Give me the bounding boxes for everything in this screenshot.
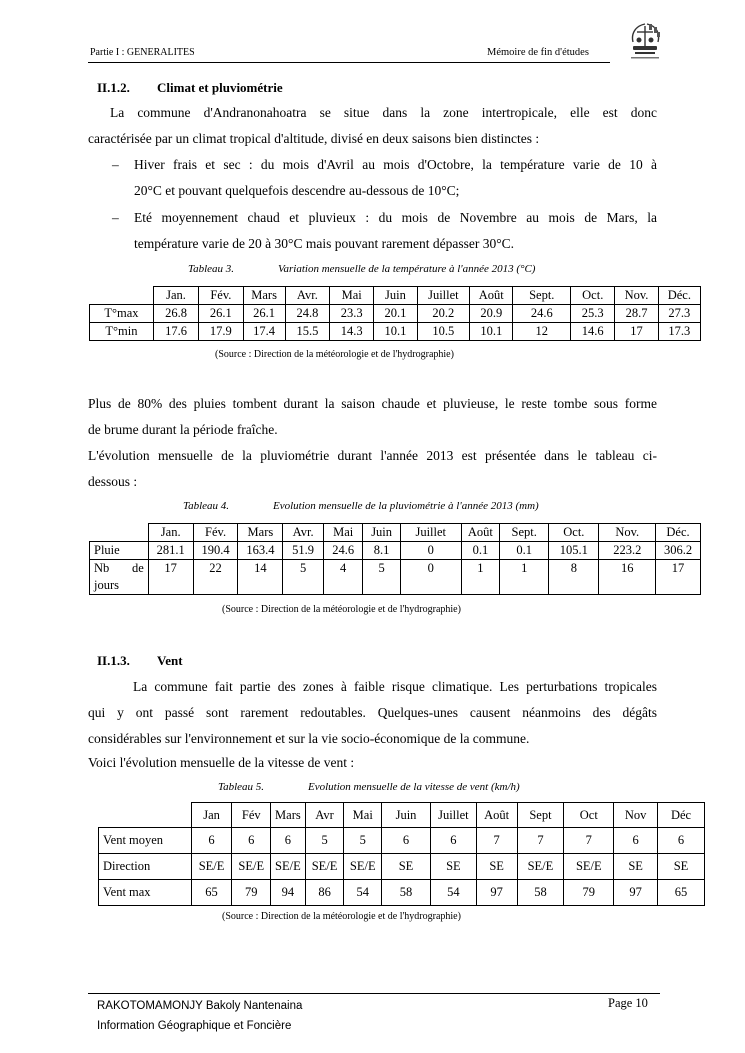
footer-program: Information Géographique et Foncière xyxy=(97,1020,292,1032)
table-cell: 24.8 xyxy=(285,305,329,323)
month-header: Jan. xyxy=(153,287,198,305)
table-cell: 163.4 xyxy=(238,542,283,560)
section-title: Vent xyxy=(157,653,183,668)
table-cell: 17.3 xyxy=(658,323,700,341)
table-cell: 4 xyxy=(323,560,363,595)
table-cell: 7 xyxy=(476,828,517,854)
table-cell: 58 xyxy=(517,880,564,906)
month-header: Mars xyxy=(238,524,283,542)
table-cell: 23.3 xyxy=(330,305,374,323)
table3-header-row xyxy=(90,287,701,305)
table-cell: 5 xyxy=(305,828,344,854)
header-document-type: Mémoire de fin d'études xyxy=(487,47,589,58)
month-header: Avr xyxy=(305,803,344,828)
row-label: Pluie xyxy=(90,542,149,560)
vent-table xyxy=(98,802,705,906)
table-cell: 24.6 xyxy=(513,305,571,323)
table-cell: 22 xyxy=(193,560,238,595)
bullet2-line-1: Eté moyennement chaud et pluvieux : du mois de Novembre au mois de Mars, la xyxy=(134,210,657,225)
table-cell: 10.5 xyxy=(417,323,470,341)
table-cell: 105.1 xyxy=(549,542,599,560)
table-cell: 97 xyxy=(614,880,658,906)
table-cell: 8.1 xyxy=(363,542,400,560)
bullet2-line-2: température varie de 20 à 30°C mais pouvant rarement dépasser 30°C. xyxy=(134,236,515,251)
row-label: T°min xyxy=(90,323,154,341)
table3-source: (Source : Direction de la météorologie et de l'hydrographie) xyxy=(215,349,454,360)
table-cell: 17.4 xyxy=(243,323,285,341)
month-header: Fév. xyxy=(193,524,238,542)
table-cell: 190.4 xyxy=(193,542,238,560)
month-header: Mai xyxy=(323,524,363,542)
table-cell: 20.2 xyxy=(417,305,470,323)
month-header: Avr. xyxy=(283,524,324,542)
pluie-line-2: de brume durant la période fraîche. xyxy=(88,422,278,437)
table-cell: 5 xyxy=(283,560,324,595)
row-label xyxy=(90,560,149,595)
table5-caption xyxy=(218,781,520,793)
table-cell: 10.1 xyxy=(470,323,513,341)
bullet-marker: – xyxy=(112,210,119,225)
table-cell: 25.3 xyxy=(571,305,615,323)
table5-header-row xyxy=(99,803,705,828)
month-header: Nov. xyxy=(599,524,656,542)
month-header: Fév. xyxy=(199,287,243,305)
footer-author: RAKOTOMAMONJY Bakoly Nantenaina xyxy=(97,1000,303,1012)
pluie-line-4: dessous : xyxy=(88,474,138,489)
table-cell: 281.1 xyxy=(148,542,193,560)
table3-caption-number: Tableau 3. xyxy=(188,263,235,275)
pluie-line-3: L'évolution mensuelle de la pluviométrie durant l'année 2013 est présentée dans le tableau ci- xyxy=(88,448,657,463)
page-number: Page 10 xyxy=(608,996,648,1010)
table-cell: SE/E xyxy=(344,854,382,880)
intro-line-1: La commune d'Andranonahoatra se situe dans la zone intertropicale, elle est donc xyxy=(110,105,657,120)
table-corner-cell xyxy=(99,803,192,828)
month-header: Juin xyxy=(382,803,431,828)
month-header: Juin xyxy=(363,524,400,542)
table-cell: 6 xyxy=(382,828,431,854)
temperature-table xyxy=(89,286,701,341)
table-cell: 20.9 xyxy=(470,305,513,323)
table-cell: 6 xyxy=(658,828,705,854)
table-cell: 65 xyxy=(191,880,232,906)
month-header: Août xyxy=(461,524,499,542)
row-label: Vent moyen xyxy=(99,828,192,854)
table-cell: 14 xyxy=(238,560,283,595)
footer-divider xyxy=(88,993,660,994)
table-cell: 17 xyxy=(148,560,193,595)
table-cell: 0 xyxy=(400,542,461,560)
table3-caption-title: Variation mensuelle de la température à l'année 2013 (°C) xyxy=(278,263,536,275)
pluie-line-1: Plus de 80% des pluies tombent durant la saison chaude et pluvieuse, le reste tombe sous forme xyxy=(88,396,657,411)
bullet1-line-2: 20°C et pouvant quelquefois descendre au-dessous de 10°C; xyxy=(134,183,460,198)
table-corner-cell xyxy=(90,524,149,542)
table-cell: 26.8 xyxy=(153,305,198,323)
month-header: Déc xyxy=(658,803,705,828)
month-header: Août xyxy=(470,287,513,305)
table-cell: 15.5 xyxy=(285,323,329,341)
month-header: Juillet xyxy=(417,287,470,305)
table-cell: 65 xyxy=(658,880,705,906)
table-cell: 17.6 xyxy=(153,323,198,341)
table-cell: 16 xyxy=(599,560,656,595)
table-cell: 14.6 xyxy=(571,323,615,341)
month-header: Sept xyxy=(517,803,564,828)
table-cell: 94 xyxy=(271,880,306,906)
row-label-word: de xyxy=(131,561,144,575)
row-label: T°max xyxy=(90,305,154,323)
row-label-line: jours xyxy=(94,578,119,592)
table-cell: SE/E xyxy=(191,854,232,880)
table4-caption-title: Evolution mensuelle de la pluviométrie à l'année 2013 (mm) xyxy=(273,500,539,512)
intro-line-2: caractérisée par un climat tropical d'altitude, divisé en deux saisons bien distinctes : xyxy=(88,131,540,146)
table-cell: 54 xyxy=(344,880,382,906)
row-label: Direction xyxy=(99,854,192,880)
table-cell: SE/E xyxy=(271,854,306,880)
table-row xyxy=(90,542,701,560)
table-cell: 7 xyxy=(564,828,614,854)
table-cell: 6 xyxy=(430,828,476,854)
table-cell: SE xyxy=(430,854,476,880)
bullet1-line-1: Hiver frais et sec : du mois d'Avril au mois d'Octobre, la température varie de 10 à xyxy=(134,157,657,172)
table-cell: 5 xyxy=(363,560,400,595)
month-header: Nov xyxy=(614,803,658,828)
bullet-marker: – xyxy=(112,157,119,172)
table-cell: 26.1 xyxy=(243,305,285,323)
table-cell: 79 xyxy=(232,880,271,906)
table-cell: SE/E xyxy=(232,854,271,880)
month-header: Oct. xyxy=(571,287,615,305)
table-cell: SE xyxy=(476,854,517,880)
table5-source: (Source : Direction de la météorologie et de l'hydrographie) xyxy=(222,911,461,922)
table-cell: 17.9 xyxy=(199,323,243,341)
table-cell: 8 xyxy=(549,560,599,595)
month-header: Jan. xyxy=(148,524,193,542)
table-cell: 10.1 xyxy=(374,323,417,341)
month-header: Fév xyxy=(232,803,271,828)
section-title: Climat et pluviométrie xyxy=(157,80,283,95)
month-header: Déc. xyxy=(656,524,701,542)
table-cell: 51.9 xyxy=(283,542,324,560)
table-cell: 24.6 xyxy=(323,542,363,560)
table-cell: 6 xyxy=(232,828,271,854)
month-header: Mai xyxy=(330,287,374,305)
table-row xyxy=(99,854,705,880)
table4-caption-number: Tableau 4. xyxy=(183,500,230,512)
institution-logo-icon xyxy=(625,20,665,62)
table4-caption xyxy=(183,500,539,512)
section-number: II.1.3. xyxy=(97,653,130,668)
table-cell: SE xyxy=(382,854,431,880)
pluviometrie-table xyxy=(89,523,701,595)
month-header: Jan xyxy=(191,803,232,828)
month-header: Nov. xyxy=(615,287,658,305)
table-cell: 6 xyxy=(614,828,658,854)
section-heading-climat xyxy=(97,80,283,96)
row-label-line xyxy=(94,560,148,577)
table-cell: SE xyxy=(658,854,705,880)
table-cell: 26.1 xyxy=(199,305,243,323)
month-header: Juillet xyxy=(400,524,461,542)
table-cell: 12 xyxy=(513,323,571,341)
table-cell: 223.2 xyxy=(599,542,656,560)
table-row xyxy=(90,305,701,323)
table-cell: 79 xyxy=(564,880,614,906)
table4-header-row xyxy=(90,524,701,542)
table-cell: 6 xyxy=(271,828,306,854)
table-cell: 0.1 xyxy=(461,542,499,560)
table-cell: 86 xyxy=(305,880,344,906)
vent-line-1: La commune fait partie des zones à faible risque climatique. Les perturbations tropicales xyxy=(133,679,657,694)
table-row xyxy=(90,560,701,595)
table-cell: 0 xyxy=(400,560,461,595)
table3-caption xyxy=(188,263,535,275)
table-cell: SE xyxy=(614,854,658,880)
month-header: Déc. xyxy=(658,287,700,305)
header-divider xyxy=(88,62,610,63)
table5-caption-title: Evolution mensuelle de la vitesse de vent (km/h) xyxy=(308,781,520,793)
month-header: Juillet xyxy=(430,803,476,828)
month-header: Juin xyxy=(374,287,417,305)
section-number: II.1.2. xyxy=(97,80,130,95)
month-header: Mars xyxy=(271,803,306,828)
month-header: Sept. xyxy=(500,524,549,542)
table-corner-cell xyxy=(90,287,154,305)
month-header: Mars xyxy=(243,287,285,305)
table-cell: 28.7 xyxy=(615,305,658,323)
header-part-title: Partie I : GENERALITES xyxy=(90,47,195,58)
table-cell: 1 xyxy=(461,560,499,595)
section-heading-vent xyxy=(97,653,183,669)
table-cell: 5 xyxy=(344,828,382,854)
table-cell: 6 xyxy=(191,828,232,854)
month-header: Avr. xyxy=(285,287,329,305)
table-cell: 20.1 xyxy=(374,305,417,323)
table-cell: SE/E xyxy=(305,854,344,880)
table-row xyxy=(99,828,705,854)
table-cell: 54 xyxy=(430,880,476,906)
table-cell: 58 xyxy=(382,880,431,906)
table-cell: 1 xyxy=(500,560,549,595)
table-cell: 97 xyxy=(476,880,517,906)
vent-line-3: considérables sur l'environnement et sur la vie socio-économique de la commune. xyxy=(88,731,530,746)
month-header: Août xyxy=(476,803,517,828)
table-cell: SE/E xyxy=(517,854,564,880)
month-header: Mai xyxy=(344,803,382,828)
table-cell: 7 xyxy=(517,828,564,854)
row-label-word: Nb xyxy=(94,561,110,575)
row-label: Vent max xyxy=(99,880,192,906)
vent-line-2: qui y ont passé sont rarement redoutables. Quelques-unes causent néanmoins des dégâts xyxy=(88,705,657,720)
table-row xyxy=(90,323,701,341)
table4-source: (Source : Direction de la météorologie et de l'hydrographie) xyxy=(222,604,461,615)
table-cell: 27.3 xyxy=(658,305,700,323)
table-cell: 17 xyxy=(656,560,701,595)
vent-line-4: Voici l'évolution mensuelle de la vitesse de vent : xyxy=(88,755,355,770)
month-header: Sept. xyxy=(513,287,571,305)
table-cell: SE/E xyxy=(564,854,614,880)
table-row xyxy=(99,880,705,906)
table-cell: 0.1 xyxy=(500,542,549,560)
table-cell: 14.3 xyxy=(330,323,374,341)
month-header: Oct xyxy=(564,803,614,828)
table-cell: 17 xyxy=(615,323,658,341)
month-header: Oct. xyxy=(549,524,599,542)
table5-caption-number: Tableau 5. xyxy=(218,781,265,793)
table-cell: 306.2 xyxy=(656,542,701,560)
